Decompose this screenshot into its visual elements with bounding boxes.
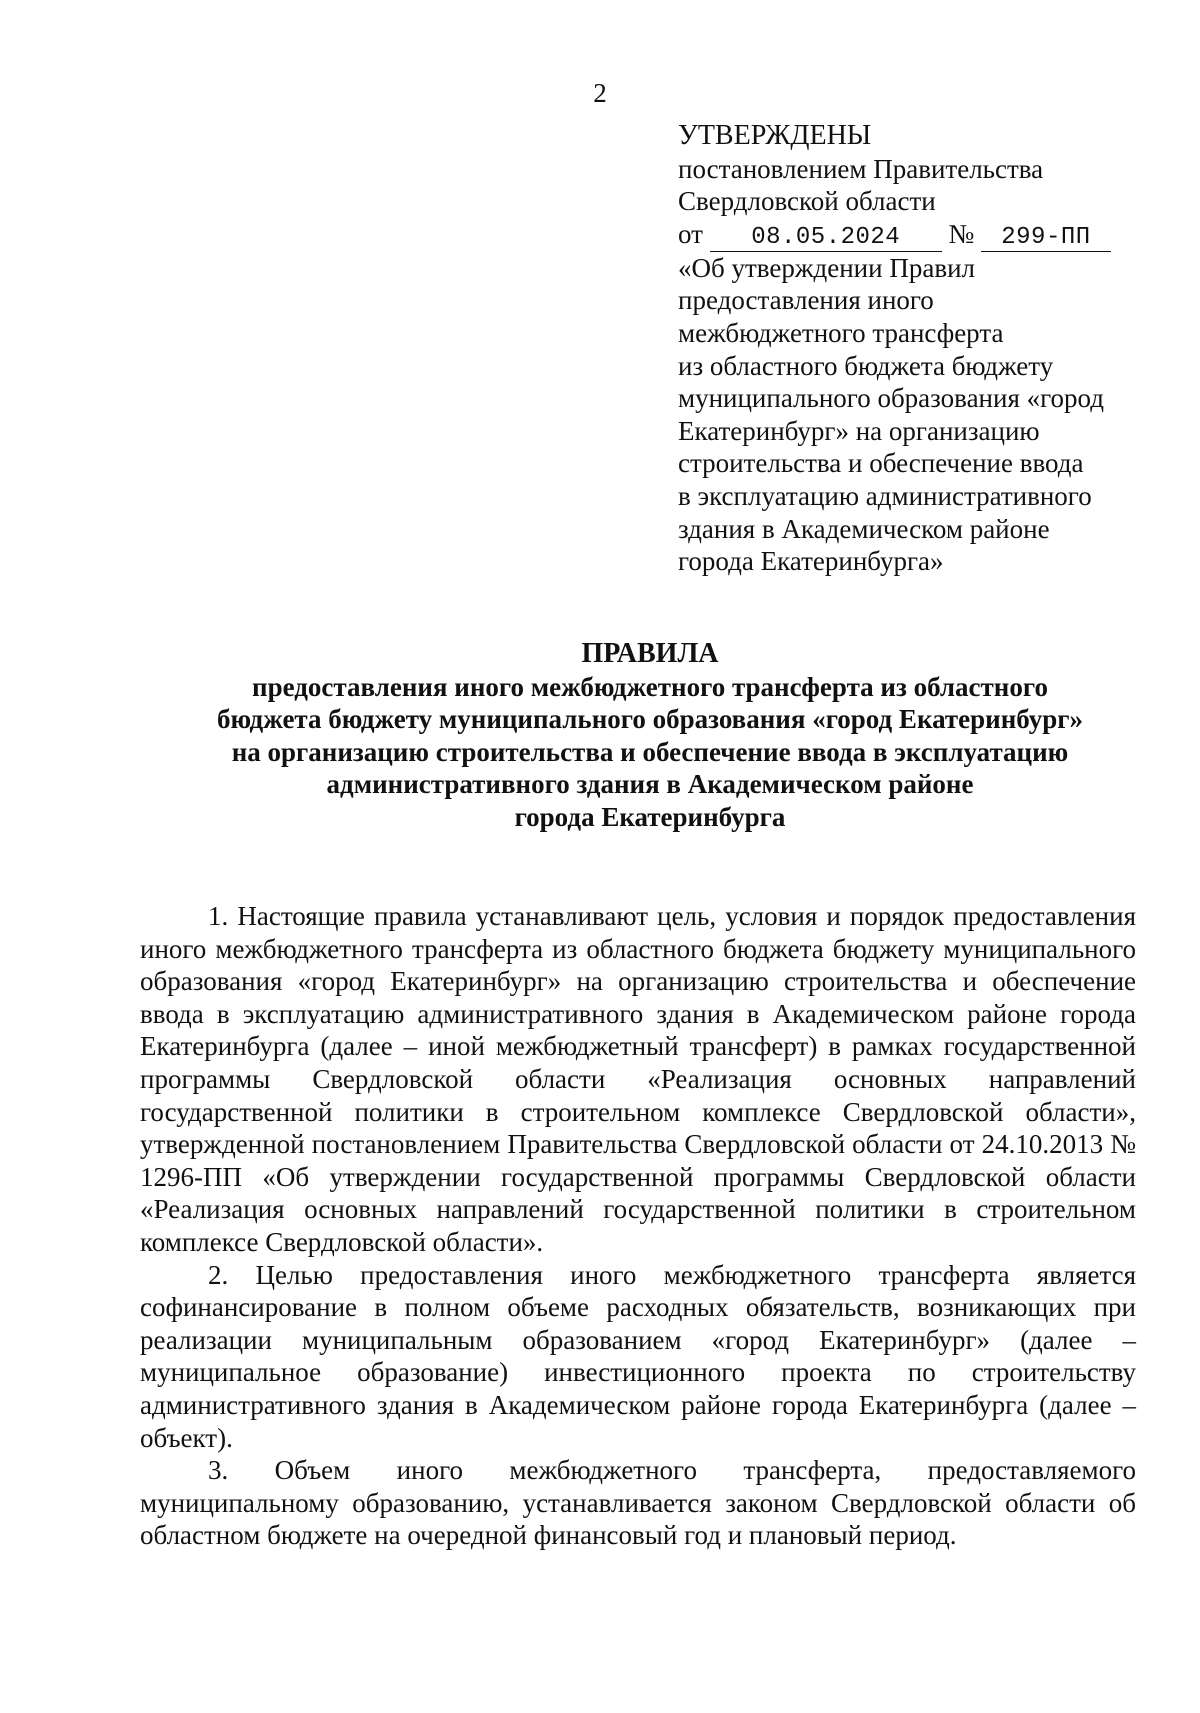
approved-label: УТВЕРЖДЕНЫ [678, 120, 872, 151]
paragraph-2: 2. Целью предоставления иного межбюджетного трансферта является софинансирование в полном объеме расходных обязательств, возникающих при реализации муниципальным образованием «город Екатеринбург» (далее – муниципальное образование) инвестиционного проекта по строительству административного здания в Академическом районе города Екатеринбурга (далее – объект). [140, 1259, 1136, 1453]
approval-resolution-line: постановлением Правительства [678, 153, 1044, 184]
approval-subject-line: в эксплуатацию административного [678, 480, 1092, 511]
approval-region-line: Свердловской области [678, 186, 936, 217]
rules-subtitle-line: города Екатеринбурга [514, 801, 786, 832]
paragraph-1: 1. Настоящие правила устанавливают цель, условия и порядок предоставления иного межбюджетного трансферта из областного бюджета бюджету муниципального образования «город Екатеринбург» на организацию строительства и обеспечение ввода в эксплуатацию административного здания в Академическом районе города Екатеринбурга (далее – иной межбюджетный трансферт) в рамках государственной программы Свердловской области «Реализация основных направлений государственной политики в строительном комплексе Свердловской области», утвержденной постановлением Правительства Свердловской области от 24.10.2013 № 1296-ПП «Об утверждении государственной программы Свердловской области «Реализация основных направлений государственной политики в строительном комплексе Свердловской области». [140, 901, 1136, 1257]
date-prefix: от [678, 218, 703, 249]
approval-subject-line: из областного бюджета бюджету [678, 350, 1054, 381]
approval-subject-line: муниципального образования «город [678, 383, 1104, 414]
approval-number: 299-ПП [981, 225, 1111, 252]
approval-subject-line: здания в Академическом районе [678, 513, 1050, 544]
rules-heading: ПРАВИЛА [581, 638, 719, 669]
document-body [140, 900, 1136, 1552]
rules-title-block [150, 638, 1150, 833]
approval-subject-line: Екатеринбург» на организацию [678, 415, 1040, 446]
approval-block [678, 120, 1178, 578]
page-number: 2 [593, 78, 607, 108]
approval-subject-line: строительства и обеспечение ввода [678, 448, 1084, 479]
approval-subject-line: межбюджетного трансферта [678, 317, 1004, 348]
approval-date-number-line [678, 218, 1178, 252]
approval-subject-line: «Об утверждении Правил [678, 252, 975, 283]
approval-subject-line: предоставления иного [678, 285, 934, 316]
approval-date: 08.05.2024 [710, 225, 942, 252]
rules-subtitle-line: на организацию строительства и обеспечение ввода в эксплуатацию [231, 736, 1069, 767]
number-sign: № [948, 218, 975, 249]
approval-subject-line: города Екатеринбурга» [678, 546, 944, 577]
rules-subtitle-line: административного здания в Академическом районе [326, 769, 974, 799]
rules-subtitle-line: предоставления иного межбюджетного трансферта из областного [252, 671, 1048, 702]
rules-subtitle-line: бюджета бюджету муниципального образования «город Екатеринбург» [216, 704, 1084, 734]
paragraph-3: 3. Объем иного межбюджетного трансферта, предоставляемого муниципальному образованию, устанавливается законом Свердловской области об областном бюджете на очередной финансовый год и плановый период. [140, 1455, 1136, 1551]
